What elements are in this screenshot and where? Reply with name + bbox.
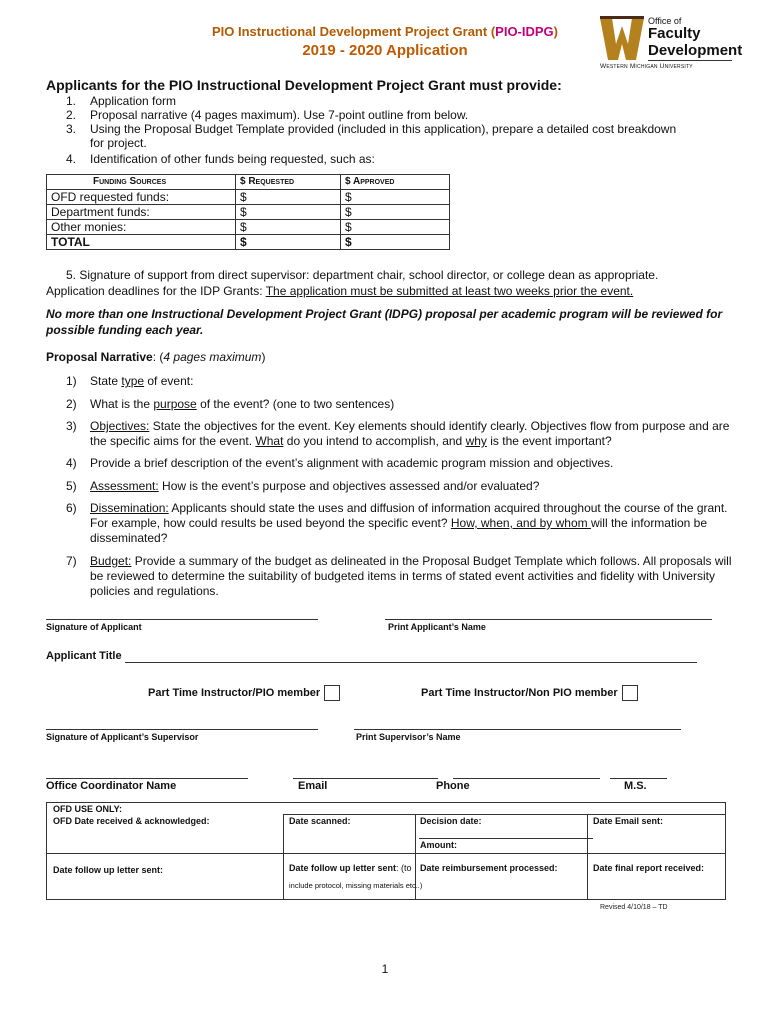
row-label: Other monies: [47, 220, 236, 235]
email-line[interactable] [293, 778, 438, 779]
requirement-item: 2. Proposal narrative (4 pages maximum). Use 7-point outline from below. [66, 108, 469, 122]
logo-office-of: Office of [648, 16, 682, 26]
page-number: 1 [381, 962, 389, 976]
pt-non-pio-option: Part Time Instructor/Non PIO member [421, 685, 638, 701]
col-approved: $ Approved [341, 175, 450, 190]
narrative-item-alignment: 4) Provide a brief description of the event’s alignment with academic program mission and objectives. [66, 456, 614, 470]
requested-cell[interactable]: $ [236, 190, 341, 205]
requirement-item: for project. [90, 136, 147, 150]
supervisor-signature-requirement: 5. Signature of support from direct supervisor: department chair, school director, or college dean as appropriate. [66, 268, 659, 282]
col-requested: $ Requested [236, 175, 341, 190]
intro-heading: Applicants for the PIO Instructional Development Project Grant must provide: [46, 77, 562, 93]
one-proposal-warning: No more than one Instructional Development Project Grant (IDPG) proposal per academic program will be reviewed for possible funding each year. [46, 307, 723, 337]
supervisor-signature-line[interactable] [46, 729, 318, 730]
applicant-title-line[interactable] [125, 662, 697, 663]
row-label: Department funds: [47, 205, 236, 220]
row-label: TOTAL [47, 235, 236, 250]
applicant-name-label: Print Applicant’s Name [388, 622, 486, 632]
logo-development: Development [648, 42, 743, 59]
narrative-item-objectives: 3) Objectives: State the objectives for the event. Key elements should identify clearly. Objectives flow from purpose and are the specific aims for the event. What do you intend to accomplish, and why is the event important? [66, 419, 730, 448]
table-row-total [47, 235, 450, 250]
wmu-w-logo-icon [600, 16, 644, 62]
phone-line[interactable] [453, 778, 600, 779]
narrative-item-budget: 7) Budget: Provide a summary of the budget as delineated in the Proposal Budget Template which follows. All proposals will be reviewed to determine the suitability of budgeted items in terms of stated event activities and fidelity with University policies and regulations. [66, 554, 732, 598]
supervisor-name-label: Print Supervisor’s Name [356, 732, 461, 742]
ofd-final-report-label: Date final report received: [593, 863, 705, 873]
requirement-item: 3. Using the Proposal Budget Template provided (included in this application), prepare a detailed cost breakdown [66, 122, 677, 136]
narrative-item-dissemination: 6) Dissemination: Applicants should state the uses and diffusion of information acquired throughout the course of the grant. For example, how could results be used beyond the specific event? How, when, and by whom will the information be disseminated? [66, 501, 728, 545]
ofd-decision-line[interactable] [419, 838, 593, 839]
applicant-name-line[interactable] [385, 619, 712, 620]
ofd-followup-label: Date follow up letter sent: [53, 865, 164, 875]
ofd-scanned-label: Date scanned: [289, 816, 351, 826]
supervisor-signature-label: Signature of Applicant’s Supervisor [46, 732, 199, 742]
table-row [47, 220, 450, 235]
approved-cell[interactable]: $ [341, 190, 450, 205]
office-coordinator-label: Office Coordinator Name [46, 780, 177, 792]
logo-divider [648, 60, 732, 61]
supervisor-name-line[interactable] [354, 729, 681, 730]
form-subtitle: 2019 - 2020 Application [302, 42, 468, 59]
ofd-followup-protocol-note: include protocol, missing materials etc..) [289, 881, 423, 890]
logo-faculty: Faculty [648, 25, 701, 42]
row-label: OFD requested funds: [47, 190, 236, 205]
table-row [47, 205, 450, 220]
ofd-divider [283, 814, 284, 899]
ofd-amount-label: Amount: [420, 840, 457, 850]
approved-cell[interactable]: $ [341, 205, 450, 220]
ofd-divider [47, 853, 725, 854]
form-title: PIO Instructional Development Project Grant (PIO-IDPG) [211, 24, 559, 39]
table-row [47, 190, 450, 205]
ofd-decision-label: Decision date: [420, 816, 482, 826]
col-funding-sources: Funding Sources [47, 175, 236, 190]
pt-pio-checkbox[interactable] [324, 685, 340, 701]
applicant-signature-line[interactable] [46, 619, 318, 620]
logo-university: Western Michigan University [600, 63, 693, 70]
ofd-use-only-box [46, 802, 726, 900]
approved-cell[interactable]: $ [341, 220, 450, 235]
applicant-signature-label: Signature of Applicant [46, 622, 142, 632]
ofd-received-label: OFD Date received & acknowledged: [53, 816, 210, 826]
requirement-item: 1. Application form [66, 94, 177, 108]
requested-cell[interactable]: $ [236, 220, 341, 235]
faculty-development-logo [600, 16, 743, 76]
applicant-title-label: Applicant Title [46, 650, 122, 662]
pt-pio-option: Part Time Instructor/PIO member [148, 685, 340, 701]
email-label: Email [298, 780, 328, 792]
narrative-item-type: 1) State type of event: [66, 374, 194, 388]
funding-sources-table [46, 174, 450, 250]
ms-line[interactable] [610, 778, 667, 779]
ofd-divider [587, 814, 588, 899]
requested-cell[interactable]: $ [236, 205, 341, 220]
pt-non-pio-checkbox[interactable] [622, 685, 638, 701]
table-header-row [47, 175, 450, 190]
ms-label: M.S. [624, 780, 647, 792]
requested-cell[interactable]: $ [236, 235, 341, 250]
narrative-item-assessment: 5) Assessment: How is the event’s purpose and objectives assessed and/or evaluated? [66, 479, 540, 493]
requirement-item: 4. Identification of other funds being requested, such as: [66, 152, 375, 166]
ofd-divider [283, 814, 725, 815]
ofd-followup-protocol-label: Date follow up letter sent: (to [289, 863, 412, 873]
approved-cell[interactable]: $ [341, 235, 450, 250]
narrative-item-purpose: 2) What is the purpose of the event? (one to two sentences) [66, 397, 395, 411]
ofd-email-sent-label: Date Email sent: [593, 816, 664, 826]
ofd-reimbursement-label: Date reimbursement processed: [420, 863, 558, 873]
deadline-text: Application deadlines for the IDP Grants: The application must be submitted at least two weeks prior the event. [46, 284, 634, 298]
proposal-narrative-heading: Proposal Narrative: (4 pages maximum) [46, 350, 266, 364]
phone-label: Phone [436, 780, 470, 792]
revision-note: Revised 4/10/18 – TD [600, 904, 668, 911]
office-coordinator-line[interactable] [46, 778, 248, 779]
ofd-heading: OFD USE ONLY: [53, 804, 123, 814]
